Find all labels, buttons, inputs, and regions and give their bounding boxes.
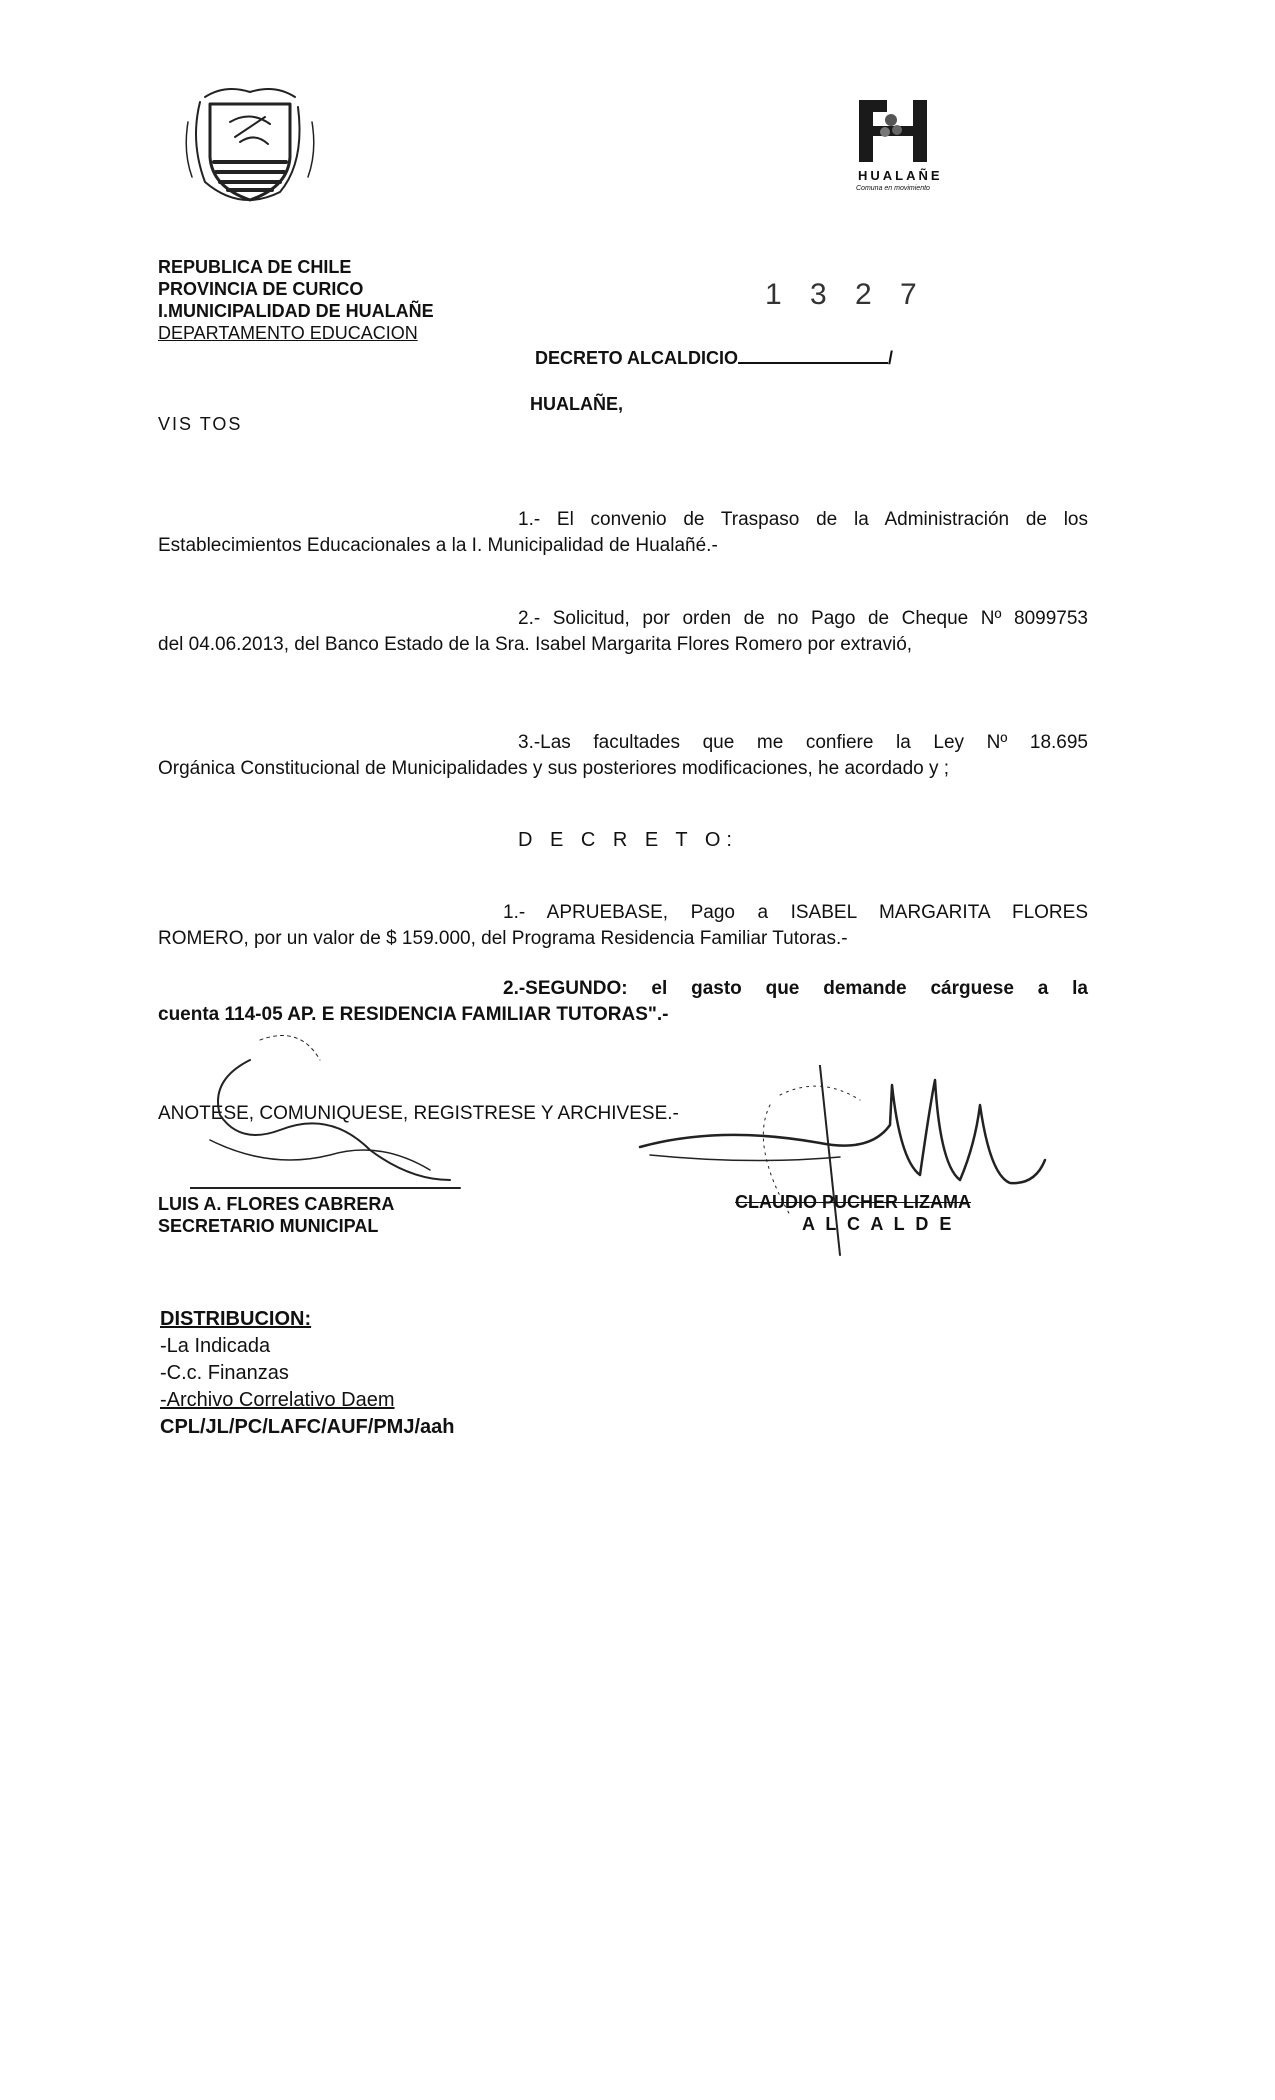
hualane-logo-icon — [855, 96, 935, 166]
resolution-1-first-line: 1.- APRUEBASE, Pago a ISABEL MARGARITA FLORES — [503, 902, 1088, 923]
visto-3-rest: Orgánica Constitucional de Municipalidades y sus posteriores modificaciones, he acordado y ; — [158, 758, 950, 779]
vistos-label: VIS TOS — [158, 414, 243, 434]
decree-stamp-number: 1 3 2 7 — [765, 278, 927, 311]
distribution-title: DISTRIBUCION: — [160, 1308, 312, 1330]
mayor-name: CLAUDIO PUCHER LIZAMA — [735, 1192, 971, 1212]
mayor-signature-icon — [630, 1065, 1050, 1275]
distribution-item: -Archivo Correlativo Daem — [160, 1389, 395, 1411]
resolution-2-rest: cuenta 114-05 AP. E RESIDENCIA FAMILIAR TUTORAS".- — [158, 1004, 669, 1025]
header-line-department: DEPARTAMENTO EDUCACION — [158, 323, 418, 343]
visto-1-rest: Establecimientos Educacionales a la I. Municipalidad de Hualañé.- — [158, 535, 718, 556]
secretary-name: LUIS A. FLORES CABRERA — [158, 1194, 395, 1214]
secretary-title: SECRETARIO MUNICIPAL — [158, 1216, 379, 1236]
visto-2 — [158, 606, 1088, 658]
decree-place: HUALAÑE, — [530, 394, 623, 414]
logo-tagline: Comuna en movimiento — [856, 185, 930, 192]
signature-right — [735, 1191, 971, 1213]
visto-1-first-line: 1.- El convenio de Traspaso de la Administración de los — [518, 509, 1088, 530]
coat-of-arms-icon — [180, 82, 320, 212]
logo-name: HUALAÑE — [858, 168, 943, 183]
header-block — [158, 256, 434, 344]
mayor-title: A L C A L D E — [802, 1214, 955, 1234]
visto-1 — [158, 507, 1088, 559]
closing-line: ANOTESE, COMUNIQUESE, REGISTRESE Y ARCHIVESE.- — [158, 1103, 679, 1124]
visto-3-first-line: 3.-Las facultades que me confiere la Ley Nº 18.695 — [518, 732, 1088, 753]
decreto-heading: D E C R E T O: — [518, 829, 738, 851]
distribution-item: -C.c. Finanzas — [160, 1362, 289, 1384]
header-line-province: PROVINCIA DE CURICO — [158, 279, 364, 299]
secretary-signature-icon — [190, 1020, 470, 1200]
decree-label-row: DECRETO ALCALDICIO / — [535, 348, 894, 368]
resolution-1 — [158, 900, 1088, 952]
resolution-2-first-line: 2.-SEGUNDO: el gasto que demande cárguese a la — [503, 978, 1088, 999]
distribution-item: -La Indicada — [160, 1335, 271, 1357]
decree-label: DECRETO ALCALDICIO — [535, 348, 739, 368]
resolution-1-rest: ROMERO, por un valor de $ 159.000, del Programa Residencia Familiar Tutoras.- — [158, 928, 848, 949]
header-line-municipality: I.MUNICIPALIDAD DE HUALAÑE — [158, 301, 434, 321]
distribution-initials: CPL/JL/PC/LAFC/AUF/PMJ/aah — [160, 1416, 455, 1438]
visto-2-rest: del 04.06.2013, del Banco Estado de la Sra. Isabel Margarita Flores Romero por extravió, — [158, 634, 913, 655]
distribution-block — [160, 1306, 454, 1441]
signature-left — [158, 1193, 394, 1237]
visto-2-first-line: 2.- Solicitud, por orden de no Pago de Cheque Nº 8099753 — [518, 608, 1088, 629]
visto-3 — [158, 730, 1088, 782]
header-line-country: REPUBLICA DE CHILE — [158, 257, 352, 277]
